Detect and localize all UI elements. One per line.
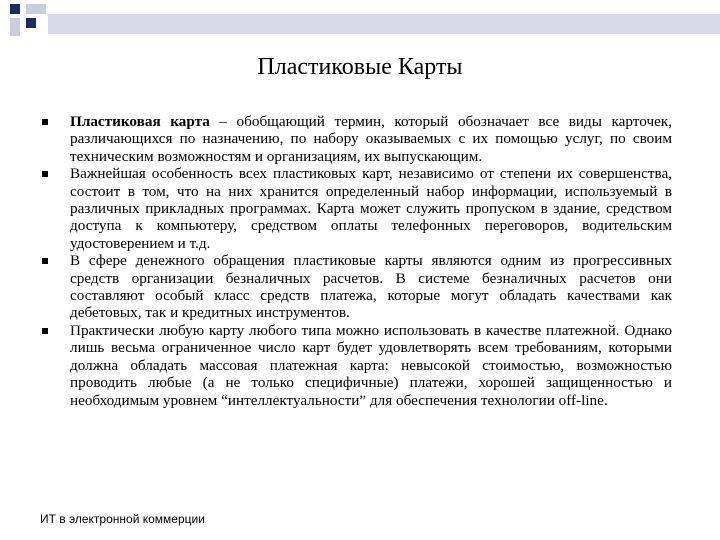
bullet-icon xyxy=(42,119,48,125)
bullet-text: В сфере денежного обращения пластиковые карты являются одним из прогрессивных средств организации безналичных расчетов. В системе безналичных расчетов они составляют особый класс средств платежа, которые могут обладать качествами как дебетовых, так и кредитных инструментов. xyxy=(70,252,672,322)
bullet-icon xyxy=(42,258,48,264)
bullet-icon xyxy=(42,328,48,334)
list-item xyxy=(40,252,672,322)
decor-square xyxy=(26,4,46,14)
header-bar xyxy=(48,14,720,34)
bullet-text: Важнейшая особенность всех пластиковых карт, независимо от степени их совершенства, состоит в том, что на них хранится определенный набор информации, используемый в различных прикладных программах. Карта может служить пропуском в здание, средством доступа к компьютеру, средством оплаты телефонных переговоров, водительским удостоверением и т.д. xyxy=(70,165,672,252)
bullet-list xyxy=(40,113,672,409)
term: Пластиковая карта xyxy=(70,113,210,130)
decor-square xyxy=(10,4,20,14)
bullet-icon xyxy=(42,171,48,177)
list-item xyxy=(40,113,672,165)
slide-title: Пластиковые Карты xyxy=(257,54,463,80)
slide-footer: ИТ в электронной коммерции xyxy=(40,512,205,526)
bullet-text: Практически любую карту любого типа можно использовать в качестве платежной. Однако лишь весьма ограниченное число карт будет удовлетворять всем требованиям, которыми должна обладать массовая платежная карта: невысокой стоимостью, возможностью проводить любые (а не только специфичные) платежи, хорошей защищенностью и необходимым уровнем “интеллектуальности” для обеспечения технологии off-line. xyxy=(70,321,672,409)
list-item xyxy=(40,165,672,252)
decor-square xyxy=(26,18,36,28)
decor-square xyxy=(10,18,20,36)
list-item xyxy=(40,322,672,409)
bullet-text: Пластиковая карта – обобщающий термин, который обозначает все виды карточек, различающихся по назначению, по набору оказываемых с их помощью услуг, по своим техническим возможностям и организациям, их выпускающим. xyxy=(70,113,673,165)
